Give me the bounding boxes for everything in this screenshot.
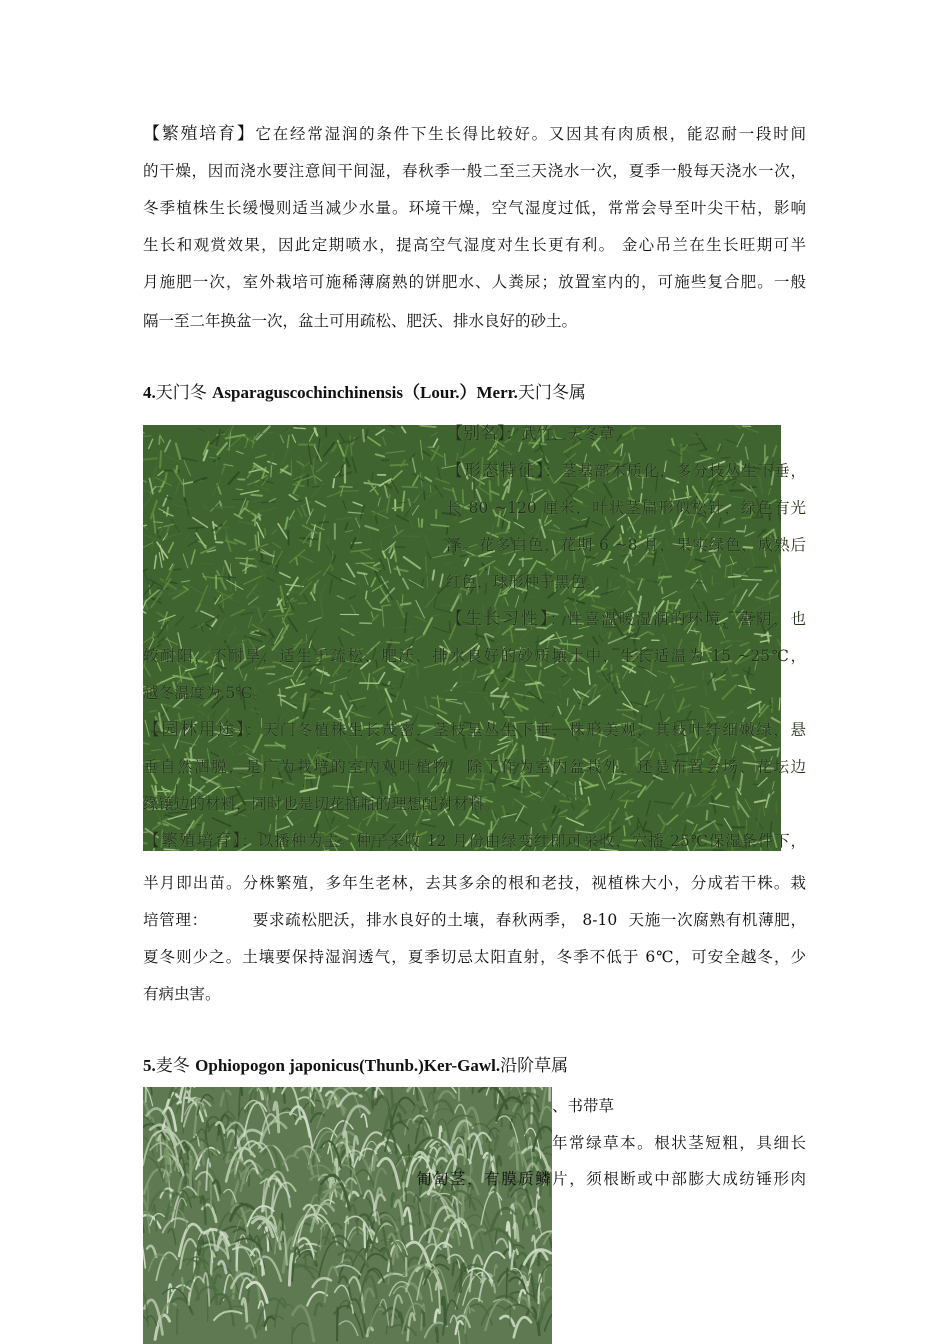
s4-prop-line-3: 培管理： 要求疏松肥沃，排水良好的土壤，春秋两季， 8-10 天施一次腐熟有机薄肥， [143,911,806,929]
s4-use-line-3: 缘镶边的材料，同时也是切花插瓶的理想配衬材料。 [143,795,500,813]
s3-prop-line-5: 月施肥一次，室外栽培可施稀薄腐熟的饼肥水、人粪尿；放置室内的，可施些复合肥。一般 [143,273,806,291]
s3-prop-line-2: 的干燥，因而浇水要注意间干间湿，春秋季一般二至三天浇水一次，夏季一般每天浇水一次， [143,162,806,180]
section5-latin: Ophiopogon japonicus(Thunb.)Ker-Gawl. [195,1056,501,1075]
s3-prop-line-1 [143,124,806,144]
section5-name-cn: 麦冬 [155,1056,196,1076]
section4-genus: 天门冬属 [517,383,586,403]
asparagus-fern-image [143,425,781,851]
s4-habit-text-1: ：性喜温暖湿润的环境，喜阴，也 [549,610,806,628]
s4-habit-line-2: 较耐阳，不耐旱，适生于疏松、肥沃、排水良好的砂质壤土中，生长适温为 15 ~25℃， [143,647,806,665]
s4-prop-line-5: 有病虫害。 [143,985,221,1003]
s4-use-text-1: ：天门冬植株生长茂密，茎枝呈丛生下垂，株形美观，其枝叶纤细嫩绿，悬 [245,721,806,739]
s4-alias-text: ：武竹、天冬草 [505,425,615,443]
s3-prop-line-3: 冬季植株生长缓慢则适当减少水量。环境干燥，空气湿度过低，常常会导至叶尖干枯，影响 [143,199,806,217]
s4-prop-text-1: ：以播种为主。种子采收 12 月份由绿变红即可采收，穴播 25℃保湿条件下， [241,832,807,850]
mondo-grass-image [143,1087,552,1344]
s3-prop-label: 【繁殖培育】 [143,124,256,144]
s4-morph-line-4: 红色，球形种子黑色。 [446,573,602,591]
s5-line-1: 、书带草 [552,1097,615,1115]
section4-number: 4. [143,383,156,402]
s4-prop-label: 【繁殖培育】 [143,831,242,851]
s4-morph-line-2: 长 80 ~120 厘米，叶状茎扁形似松针，绿色有光 [446,499,806,517]
mondo-grass-photo [143,1087,552,1344]
s3-prop-text-1: 它在经常湿润的条件下生长得比较好。又因其有肉质根，能忍耐一段时间 [255,125,806,143]
s5-line-2: 年常绿草本。根状茎短粗，具细长 [552,1134,806,1152]
s3-prop-line-4: 生长和观赏效果，因此定期喷水，提高空气湿度对生长更有利。 金心吊兰在生长旺期可半 [143,236,806,254]
s4-morph-text-1: ：茎基部木质化，多分枝丛生下垂， [544,462,806,480]
s4-alias-label: 【别名】 [446,424,506,444]
asparagus-fern-photo [143,425,781,851]
section4-title [143,382,586,404]
s4-morph-line-3: 泽。花多白色，花期 6 ~8 月，果实绿色，成熟后 [446,536,806,554]
s4-use-line-1 [143,720,806,740]
s5-line-3: 匍匐茎，有膜质鳞片，须根断或中部膨大成纺锤形肉 [416,1170,806,1188]
section5-title [143,1055,568,1077]
section5-number: 5. [143,1056,156,1075]
s4-alias-line [446,424,806,444]
section4-latin: Asparaguscochinchinensis（Lour.）Merr. [212,383,518,402]
s4-morph-line-1 [446,461,806,481]
s4-prop-line-1 [143,831,806,851]
s4-prop-line-2: 半月即出苗。分株繁殖，多年生老林，去其多余的根和老技，视植株大小，分成若干株。栽 [143,874,806,892]
s4-use-label: 【园林用途】 [143,720,246,740]
section5-genus: 沿阶草属 [500,1056,569,1076]
s4-habit-line-3: 越冬温度为 5℃。 [143,684,269,702]
section4-name-cn: 天门冬 [155,383,213,403]
s4-habit-line-1 [446,609,806,629]
s4-use-line-2: 垂自然洒脱，是广为栽培的室内观叶植物。除了作为室内盆栽外，还是布置会场、花坛边 [143,758,806,776]
s4-morph-label: 【形态特征】 [446,461,545,481]
s4-habit-label: 【生长习性】 [446,609,550,629]
s3-prop-line-6: 隔一至二年换盆一次，盆土可用疏松、肥沃、排水良好的砂土。 [143,312,578,330]
s4-prop-line-4: 夏冬则少之。土壤要保持湿润透气，夏季切忌太阳直射，冬季不低于 6℃，可安全越冬，少 [143,948,806,966]
